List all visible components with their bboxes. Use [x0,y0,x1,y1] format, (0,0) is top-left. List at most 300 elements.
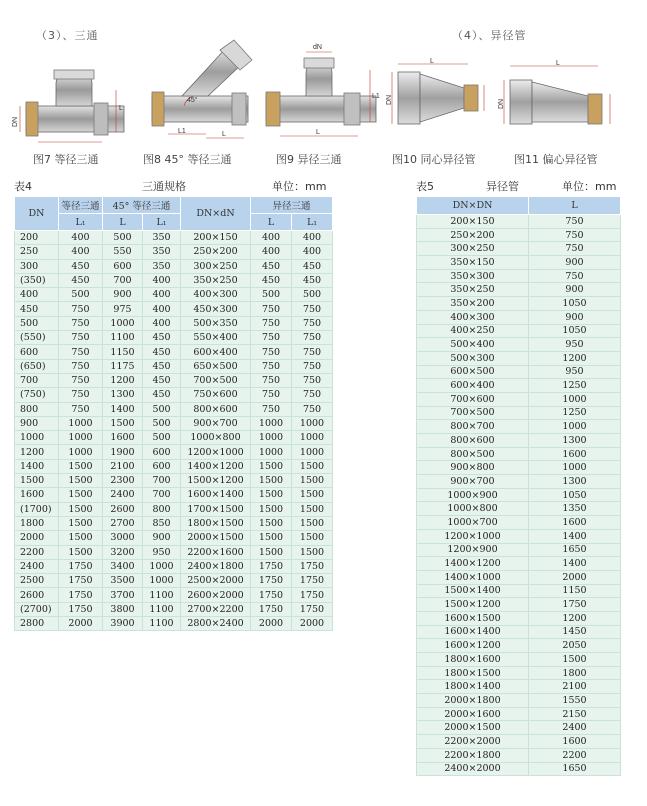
table-row [15,516,333,530]
table-cell: 1000 [251,431,292,445]
table-cell: 1400×1000 [417,570,529,584]
l-dim-label: L [222,131,226,138]
table-cell: 1500 [292,502,333,516]
table-row [15,331,333,345]
table-row [417,653,621,667]
table-cell: 750 [251,388,292,402]
table-cell: 950 [529,338,621,352]
table-cell: 1800 [15,516,59,530]
table-cell: 1200×1000 [417,529,529,543]
table-cell: 400 [143,273,181,287]
table-cell: 1000 [103,316,143,330]
table-cell: 1500 [251,531,292,545]
table-cell: 975 [103,302,143,316]
table-cell: 400×300 [417,310,529,324]
tee-45-drawing [148,44,256,144]
table-cell: 500×300 [417,351,529,365]
table-cell: 400 [143,288,181,302]
table4-title: 三通规格 [142,180,186,193]
header-45-l: L [103,214,143,231]
table-cell: 750 [59,345,103,359]
table-row [417,557,621,571]
table-cell: 750 [59,402,103,416]
table-cell: 2050 [529,639,621,653]
table-row [417,365,621,379]
figure-10-caption: 图10 同心异径管 [392,153,476,166]
table-row [15,431,333,445]
table-cell: 500 [15,316,59,330]
section-heading-tee: （3）、三通 [36,29,99,42]
table-row [417,625,621,639]
table-cell: 450 [292,259,333,273]
table-cell: 400 [59,231,103,245]
table-cell: 2400×1800 [181,559,251,573]
table-cell: 900×700 [417,475,529,489]
table-cell: 900×700 [181,416,251,430]
table-cell: 1400×1200 [417,557,529,571]
table-cell: 750 [59,359,103,373]
table-cell: 350×250 [417,283,529,297]
table-cell: 750 [292,302,333,316]
table-cell: 1200 [529,611,621,625]
table-cell: 2400 [529,721,621,735]
table-cell: (550) [15,331,59,345]
table-row [15,559,333,573]
table-cell: 1000×800 [417,502,529,516]
table-row [417,324,621,338]
table-row [15,245,333,259]
table-cell: 1500 [59,459,103,473]
l-dim-label: L [119,105,123,112]
table-cell: 450 [15,302,59,316]
table-cell: 900 [529,256,621,270]
table-cell: 900 [15,416,59,430]
table-cell: 1750 [292,574,333,588]
table-cell: 600 [15,345,59,359]
table-cell: 1000 [15,431,59,445]
table-cell: 1500 [251,474,292,488]
table-cell: 600×400 [181,345,251,359]
table-row [15,388,333,402]
table-row [15,288,333,302]
table-cell: 400 [15,288,59,302]
table-row [15,574,333,588]
table-row [417,707,621,721]
table-cell: 400 [251,245,292,259]
table-cell: 1000 [529,461,621,475]
table-row [417,269,621,283]
table5-heading [416,178,620,192]
table-cell: 2000×1600 [417,707,529,721]
table-cell: 450 [143,359,181,373]
table-cell: 450 [143,388,181,402]
table-cell: 750 [529,215,621,229]
table-cell: 2150 [529,707,621,721]
header-equal-l1: L₁ [59,214,103,231]
table-cell: 500 [143,402,181,416]
table-row [15,617,333,631]
table-cell: 750×600 [181,388,251,402]
table-cell: 750 [529,228,621,242]
table-cell: 2000×1800 [417,694,529,708]
table-cell: 1500 [59,545,103,559]
table-cell: 2100 [529,680,621,694]
table-cell: 750 [292,373,333,387]
table-cell: 350 [143,231,181,245]
table-cell: 200×150 [417,215,529,229]
dn-dim-label: DN [498,98,505,109]
table-row [15,474,333,488]
table-cell: 1250 [529,406,621,420]
table-cell: 850 [143,516,181,530]
table-row [15,259,333,273]
dn-dim-label: DN [386,94,393,105]
table-row [417,680,621,694]
table-row [417,762,621,776]
table-row [15,302,333,316]
table-row [417,666,621,680]
table-cell: 2800×2400 [181,617,251,631]
table-cell: 1300 [103,388,143,402]
table-cell: 950 [143,545,181,559]
table-cell: 1400 [15,459,59,473]
table-cell: 1200×1000 [181,445,251,459]
table-row [417,584,621,598]
table-cell: 1600×1500 [417,611,529,625]
table5-title: 异径管 [486,180,519,193]
table-cell: 1700×1500 [181,502,251,516]
table-cell: 600×500 [417,365,529,379]
table-cell: 1600×1200 [417,639,529,653]
table-cell: 1000 [292,445,333,459]
table-cell: 750 [251,345,292,359]
table-cell: 1800×1500 [181,516,251,530]
table-cell: 2800 [15,617,59,631]
table-cell: 1500 [292,474,333,488]
table-cell: 350 [143,245,181,259]
table-cell: 450 [251,273,292,287]
table-cell: 350×200 [417,297,529,311]
table-cell: 1750 [251,574,292,588]
table-row [417,543,621,557]
table-cell: 1800×1400 [417,680,529,694]
table-cell: (2700) [15,602,59,616]
table-cell: 250×200 [417,228,529,242]
table-cell: 1650 [529,762,621,776]
header-reducing-l: L [251,214,292,231]
table-row [417,338,621,352]
table-cell: 800×700 [417,420,529,434]
table-cell: 400 [251,231,292,245]
table-cell: 750 [529,269,621,283]
figure-8-caption: 图8 45° 等径三通 [143,153,232,166]
table-cell: 3900 [103,617,143,631]
table-cell: 1900 [103,445,143,459]
table-cell: 500×350 [181,316,251,330]
table-cell: 2000 [292,617,333,631]
table-cell: 900×800 [417,461,529,475]
table-cell: 1500 [292,531,333,545]
table-cell: 700×500 [181,373,251,387]
table-row [417,256,621,270]
table-cell: 700 [143,474,181,488]
table-cell: 300 [15,259,59,273]
table-cell: 1400 [529,557,621,571]
table-cell: 450 [143,345,181,359]
table-row [15,602,333,616]
angle-dim-label: 45° [187,97,198,104]
table-row [417,516,621,530]
header-45-l1: L₁ [143,214,181,231]
l1-dim-label: L1 [372,93,380,100]
table-cell: 2600 [103,502,143,516]
table-cell: 250×200 [181,245,251,259]
table-cell: 1400 [103,402,143,416]
table-cell: 1800 [529,666,621,680]
header-reducing-l1: L₁ [292,214,333,231]
table-cell: 750 [59,373,103,387]
table4-heading [14,178,332,192]
table-cell: 750 [251,373,292,387]
table-row [417,735,621,749]
header-dn-x-dn: DN×DN [417,197,529,215]
table-cell: 1100 [103,331,143,345]
reducing-tee-drawing [258,40,386,146]
table-cell: 1300 [529,434,621,448]
table-cell: 1500×1400 [417,584,529,598]
table-cell: 750 [251,302,292,316]
table-row [15,459,333,473]
table-cell: 750 [59,388,103,402]
table-cell: 750 [292,388,333,402]
table-cell: 400 [143,316,181,330]
table-cell: 500 [143,416,181,430]
table-cell: 2000 [59,617,103,631]
table-cell: 400 [143,302,181,316]
table-cell: 1200×900 [417,543,529,557]
table-row [417,502,621,516]
table-cell: 1750 [292,559,333,573]
table-cell: 2400×2000 [417,762,529,776]
table-cell: 3700 [103,588,143,602]
table-cell: 600 [143,445,181,459]
table-cell: 1200 [15,445,59,459]
table-cell: 1750 [59,559,103,573]
table-row [15,231,333,245]
table-cell: 750 [59,302,103,316]
header-45-tee: 45° 等径三通 [103,197,181,214]
table-row [15,359,333,373]
table-cell: 1500 [59,488,103,502]
table-cell: 2700×2200 [181,602,251,616]
table-cell: 2500 [15,574,59,588]
table-cell: 200×150 [181,231,251,245]
table-row [15,531,333,545]
table-cell: 750 [292,331,333,345]
table-cell: 300×250 [181,259,251,273]
table-cell: (650) [15,359,59,373]
table-cell: 1000 [292,431,333,445]
header-dn-x-dn: DN×dN [181,197,251,231]
table-cell: 1500×1200 [181,474,251,488]
table-cell: 1300 [529,475,621,489]
table-cell: 1000 [529,392,621,406]
table-cell: 1750 [251,588,292,602]
table-cell: 550×400 [181,331,251,345]
table-row [15,345,333,359]
table-cell: 1050 [529,324,621,338]
figure-7-caption: 图7 等径三通 [33,153,99,166]
table-cell: 1350 [529,502,621,516]
table-row [417,721,621,735]
table-cell: 2000×1500 [181,531,251,545]
table-cell: 350 [143,259,181,273]
table-cell: 450 [143,373,181,387]
table-cell: 1000 [59,416,103,430]
table-row [15,445,333,459]
table-cell: 1400 [529,529,621,543]
table-cell: 1550 [529,694,621,708]
header-equal-tee: 等径三通 [59,197,103,214]
table-cell: 1800×1600 [417,653,529,667]
table-cell: 1500 [251,545,292,559]
table-cell: 700 [103,273,143,287]
table-cell: 1000×800 [181,431,251,445]
table-cell: 1500 [292,516,333,530]
table-cell: 400 [292,245,333,259]
table-cell: 1800×1500 [417,666,529,680]
table-cell: 1650 [529,543,621,557]
table-cell: 1400×1200 [181,459,251,473]
table-cell: 750 [251,402,292,416]
table-cell: 1600 [103,431,143,445]
table-row [417,694,621,708]
table-cell: 1500 [292,545,333,559]
table-cell: 1600 [529,735,621,749]
table-cell: 1600×1400 [417,625,529,639]
table-cell: 350×150 [417,256,529,270]
table-cell: 200 [15,231,59,245]
table-cell: 2000 [251,617,292,631]
table-cell: 800 [143,502,181,516]
table-cell: 450 [143,331,181,345]
table-cell: 750 [251,359,292,373]
table-cell: 1150 [103,345,143,359]
table-row [417,406,621,420]
table-cell: 1100 [143,617,181,631]
table-row [417,447,621,461]
table-cell: 250 [15,245,59,259]
table-cell: 3000 [103,531,143,545]
table-row [417,434,621,448]
table-row [15,502,333,516]
table-cell: 1750 [59,602,103,616]
table-cell: 1200 [529,351,621,365]
table-cell: 700 [143,488,181,502]
table-row [417,242,621,256]
table-cell: 700×500 [417,406,529,420]
tee-spec-table [14,196,333,631]
table-cell: 1500 [292,459,333,473]
table-cell: 1500×1200 [417,598,529,612]
table-cell: 900 [529,310,621,324]
dn-small-dim-label: dN [313,44,322,51]
table-cell: 750 [251,331,292,345]
table-cell: 1600 [529,516,621,530]
table-cell: 2200×1800 [417,748,529,762]
table-cell: 3200 [103,545,143,559]
table-cell: 900 [143,531,181,545]
table-cell: 2400 [15,559,59,573]
table-row [417,488,621,502]
table4-unit: 单位：mm [272,180,327,193]
table-cell: 1500 [251,502,292,516]
table-cell: 1000×900 [417,488,529,502]
table-cell: 1500 [251,488,292,502]
table-cell: 500×400 [417,338,529,352]
table-cell: 1600 [15,488,59,502]
table-row [417,475,621,489]
table-cell: 1750 [251,559,292,573]
table-row [15,316,333,330]
table-cell: 1500 [529,653,621,667]
table-cell: 1175 [103,359,143,373]
table-cell: 1500 [251,459,292,473]
table-cell: 1500 [15,474,59,488]
table-row [15,545,333,559]
table-cell: 1000 [143,559,181,573]
table-row [417,748,621,762]
table-cell: 400×250 [417,324,529,338]
table-cell: 300×250 [417,242,529,256]
table-cell: 700 [15,373,59,387]
table-cell: 500 [103,231,143,245]
l1-dim-label: L1 [178,128,186,135]
table-cell: 500 [292,288,333,302]
table-cell: 400×300 [181,288,251,302]
table-row [15,373,333,387]
eccentric-reducer-drawing [500,58,622,138]
table-cell: 2000×1500 [417,721,529,735]
table-cell: 350×250 [181,273,251,287]
table-cell: 500 [143,431,181,445]
table-cell: 750 [251,316,292,330]
table-cell: 1100 [143,602,181,616]
table-cell: 800×500 [417,447,529,461]
table-cell: 2200×1600 [181,545,251,559]
table-cell: 1600 [529,447,621,461]
table-cell: 3400 [103,559,143,573]
table-row [417,297,621,311]
table-row [417,215,621,229]
table-cell: 400 [292,231,333,245]
table5-label: 表5 [416,180,434,193]
table-row [417,392,621,406]
table-cell: 2100 [103,459,143,473]
table-cell: 3800 [103,602,143,616]
table-row [417,310,621,324]
l-dim-label: L [556,60,560,67]
table-cell: 750 [59,331,103,345]
table-row [417,570,621,584]
table-row [417,611,621,625]
table-row [417,228,621,242]
equal-tee-drawing [12,70,130,150]
table-cell: 2300 [103,474,143,488]
table-cell: 2000 [529,570,621,584]
table-cell: 2600 [15,588,59,602]
table-cell: 1000 [59,445,103,459]
